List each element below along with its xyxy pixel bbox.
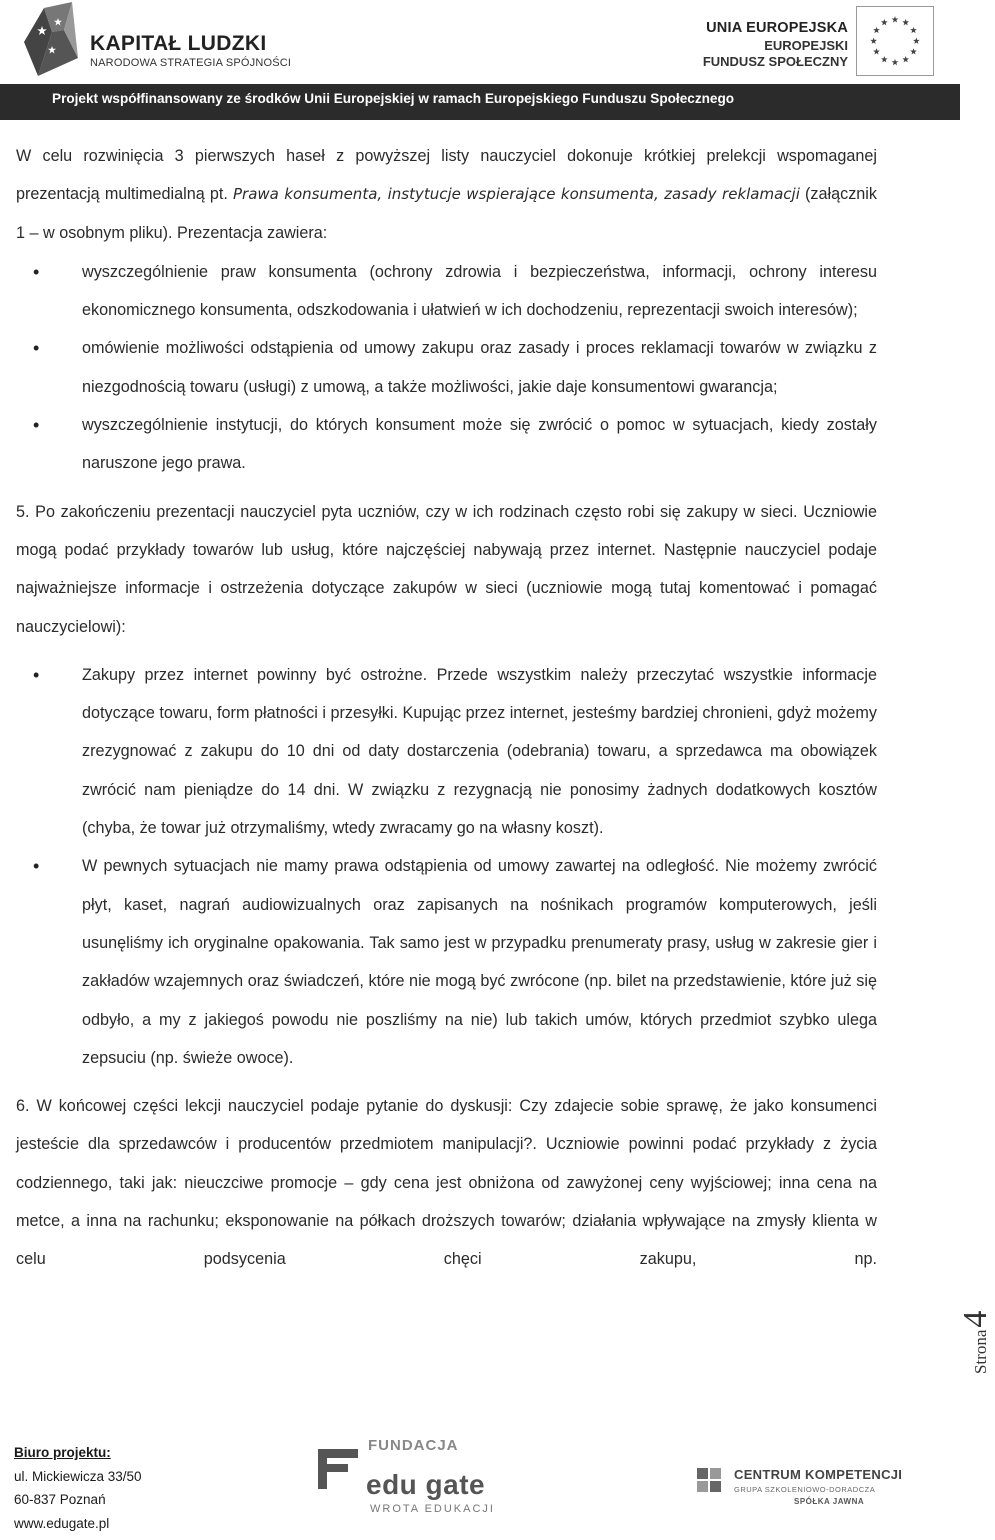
page-number xyxy=(911,1286,994,1386)
centrum-kompetencji-subtitle: GRUPA SZKOLENIOWO-DORADCZA xyxy=(734,1485,876,1494)
eu-flag-star xyxy=(902,19,909,25)
eu-logo-line2: EUROPEJSKI xyxy=(764,38,848,53)
document-body xyxy=(16,137,877,1279)
eu-flag-star xyxy=(870,38,877,44)
eu-flag-star xyxy=(892,59,899,65)
edugate-tagline: WROTA EDUKACJI xyxy=(370,1503,495,1515)
eu-flag-star xyxy=(910,48,917,54)
intro-text-end: (załącznik 1 – w osobnym pliku). Prezentacja zawiera: xyxy=(16,185,878,242)
page-header xyxy=(0,0,960,84)
kapital-ludzki-title: KAPITAŁ LUDZKI xyxy=(90,32,267,55)
project-funding-text: Projekt współfinansowany ze środków Unii Europejskiej w ramach Europejskiego Funduszu Społecznego xyxy=(52,91,735,106)
step-6-paragraph: 6. W końcowej części lekcji nauczyciel podaje pytanie do dyskusji: Czy zdajecie sobie sprawę, że jako konsumenci jesteście dla sprzedawców i producentów przedmiotem manipulacji?. Uczniowie powinni podać przykłady z życia codziennego, taki jak: nieuczciwe promocje – gdy cena jest obniżona od zawyżonej ceny wyjściowej; inna cena na metce, a inna na rachunku; eksponowanie na półkach droższych towarów; działania wpływające na zmysły klienta w celu podsycenia chęci zakupu, np. xyxy=(16,1097,877,1269)
kapital-ludzki-mark-icon xyxy=(22,2,80,78)
intro-paragraph xyxy=(16,137,877,252)
online-shopping-tips-list xyxy=(16,656,877,1077)
edugate-name: edu gate xyxy=(366,1469,486,1500)
list-item: • wyszczególnienie praw konsumenta (ochrony zdrowia i bezpieczeństwa, informacji, ochrony interesu ekonomicznego konsumenta, odszkodowania i ułatwień w ich dochodzeniu, reprezentacji swoich interesów); xyxy=(82,253,877,330)
eu-logo-line3: FUNDUSZ SPOŁECZNY xyxy=(702,54,848,69)
eu-flag-star xyxy=(873,27,880,33)
intro-text-start: W celu rozwinięcia 3 pierwszych haseł z powyższej listy nauczyciel dokonuje krótkiej prelekcji wspomaganej prezentacją multimedialną pt. xyxy=(16,147,877,204)
eu-flag-star xyxy=(913,38,920,44)
edugate-foundation-label: FUNDACJA xyxy=(368,1437,459,1454)
eu-flag-star xyxy=(881,56,888,62)
project-office-address xyxy=(14,1441,142,1535)
eu-logo xyxy=(630,6,940,78)
list-item: • omówienie możliwości odstąpienia od umowy zakupu oraz zasady i proces reklamacji towarów w związku z niezgodnością towaru (usługi) z umową, a także możliwości, jakie daje konsumentowi gwarancja; xyxy=(82,329,877,406)
eu-flag-star xyxy=(910,27,917,33)
eu-logo-text xyxy=(638,20,848,69)
centrum-kompetencji-mark-icon xyxy=(694,1465,724,1495)
list-item: • wyszczególnienie instytucji, do których konsument może się zwrócić o pomoc w sytuacjach, kiedy zostały naruszone jego prawa. xyxy=(82,406,877,483)
intro-presentation-title: Prawa konsumenta, instytucje wspierające konsumenta, zasady reklamacji xyxy=(233,185,800,204)
page-number-label: Strona xyxy=(971,1329,990,1374)
centrum-kompetencji-name: CENTRUM KOMPETENCJI xyxy=(734,1467,903,1482)
eu-logo-line1: UNIA EUROPEJSKA xyxy=(706,20,848,36)
office-title: Biuro projektu: xyxy=(14,1445,111,1460)
page-footer xyxy=(0,1425,960,1540)
office-street: ul. Mickiewicza 33/50 xyxy=(14,1468,142,1484)
edugate-f-mark-icon xyxy=(316,1447,364,1491)
centrum-kompetencji-company-type: SPÓŁKA JAWNA xyxy=(794,1497,865,1506)
eu-flag-icon xyxy=(856,6,934,76)
step-5-paragraph: 5. Po zakończeniu prezentacji nauczyciel pyta uczniów, czy w ich rodzinach często robi się zakupy w sieci. Uczniowie mogą podać przykłady towarów lub usług, które najczęściej nabywają przez internet. Następnie nauczyciel podaje najważniejsze informacje i ostrzeżenia dotyczące zakupów w sieci (uczniowie mogą tutaj komentować i pomagać nauczycielowi): xyxy=(16,502,877,636)
edugate-logo xyxy=(316,1433,556,1513)
eu-flag-star xyxy=(902,56,909,62)
office-website[interactable]: www.edugate.pl xyxy=(14,1515,110,1531)
list-item: • W pewnych sytuacjach nie mamy prawa odstąpienia od umowy zawartej na odległość. Nie możemy zwrócić płyt, kaset, nagrań audiowizualnych oraz zapisanych na nośnikach programów komputerowych, jeśli usunęliśmy ich oryginalne opakowania. Tak samo jest w przypadku prenumeraty prasy, usług w zakresie gier i zakładów wzajemnych oraz świadczeń, które nie mogą być zwrócone (np. bilet na przedstawienie, które już się odbyło, a my z jakiegoś powodu nie poszliśmy na nie) lub takich umów, których przedmiot szybko ulega zepsuciu (np. świeże owoce). xyxy=(82,847,877,1077)
office-city: 60-837 Poznań xyxy=(14,1492,106,1507)
page-number-value: 4 xyxy=(957,1310,994,1328)
centrum-kompetencji-logo xyxy=(694,1465,903,1525)
list-item: • Zakupy przez internet powinny być ostrożne. Przede wszystkim należy przeczytać wszystkie informacje dotyczące towaru, form płatności i przesyłki. Kupując przez internet, jesteśmy bardziej chronieni, gdyż możemy zrezygnować z zakupu do 10 dni od daty dostarczenia (odebrania) towaru, a sprzedawca ma obowiązek zwrócić nam pieniądze do 14 dni. W związku z rezygnacją nie ponosimy żadnych dodatkowych kosztów (chyba, że towar już otrzymaliśmy, wtedy zwracamy go na własny koszt). xyxy=(82,656,877,847)
presentation-contents-list xyxy=(16,253,877,483)
kapital-ludzki-subtitle: NARODOWA STRATEGIA SPÓJNOŚCI xyxy=(90,57,292,69)
eu-flag-star xyxy=(881,19,888,25)
eu-flag-star xyxy=(892,16,899,22)
kapital-ludzki-logo xyxy=(22,2,292,80)
eu-flag-star xyxy=(873,48,880,54)
